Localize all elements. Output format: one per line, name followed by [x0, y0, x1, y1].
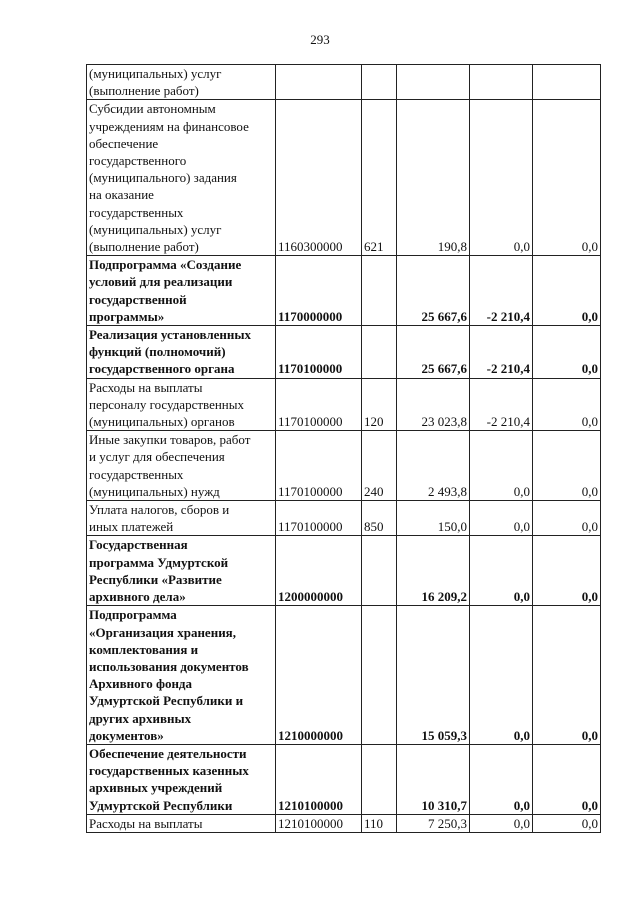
- row-name-cell: (муниципальных) услуг (выполнение работ): [87, 65, 276, 100]
- row-type-cell: [362, 65, 397, 100]
- table-row: [87, 65, 601, 100]
- row-amount-cell: 15 059,3: [397, 606, 470, 745]
- table-row: [87, 814, 601, 832]
- row-type-cell: [362, 326, 397, 379]
- row-type-cell: 110: [362, 814, 397, 832]
- row-amount-cell: 16 209,2: [397, 536, 470, 606]
- row-total-cell: 0,0: [533, 100, 601, 256]
- row-change-cell: [470, 65, 533, 100]
- row-type-cell: [362, 256, 397, 326]
- row-amount-cell: [397, 65, 470, 100]
- row-code-cell: 1170100000: [276, 431, 362, 501]
- row-total-cell: 0,0: [533, 326, 601, 379]
- row-type-cell: 850: [362, 501, 397, 536]
- row-total-cell: 0,0: [533, 606, 601, 745]
- row-amount-cell: 2 493,8: [397, 431, 470, 501]
- row-amount-cell: 23 023,8: [397, 378, 470, 431]
- budget-table: [86, 64, 601, 833]
- row-change-cell: -2 210,4: [470, 326, 533, 379]
- table-row: [87, 606, 601, 745]
- row-total-cell: 0,0: [533, 814, 601, 832]
- row-change-cell: -2 210,4: [470, 256, 533, 326]
- row-change-cell: 0,0: [470, 431, 533, 501]
- row-code-cell: 1200000000: [276, 536, 362, 606]
- row-code-cell: 1160300000: [276, 100, 362, 256]
- row-type-cell: 621: [362, 100, 397, 256]
- row-change-cell: 0,0: [470, 744, 533, 814]
- row-total-cell: [533, 65, 601, 100]
- table-row: [87, 326, 601, 379]
- row-total-cell: 0,0: [533, 501, 601, 536]
- row-amount-cell: 25 667,6: [397, 256, 470, 326]
- row-amount-cell: 7 250,3: [397, 814, 470, 832]
- row-type-cell: [362, 606, 397, 745]
- table-row: [87, 256, 601, 326]
- table-row: [87, 431, 601, 501]
- page-number: 293: [310, 32, 330, 47]
- row-change-cell: 0,0: [470, 814, 533, 832]
- row-amount-cell: 150,0: [397, 501, 470, 536]
- table-row: [87, 744, 601, 814]
- row-type-cell: [362, 744, 397, 814]
- row-type-cell: [362, 536, 397, 606]
- row-amount-cell: 10 310,7: [397, 744, 470, 814]
- row-type-cell: 120: [362, 378, 397, 431]
- table-row: [87, 378, 601, 431]
- row-code-cell: 1170000000: [276, 256, 362, 326]
- row-code-cell: 1170100000: [276, 326, 362, 379]
- row-total-cell: 0,0: [533, 536, 601, 606]
- row-name-cell: Уплата налогов, сборов и иных платежей: [87, 501, 276, 536]
- row-name-cell: Подпрограмма «Организация хранения, комплектования и использования документов Архивного фонда Удмуртской Республики и других архивных документов»: [87, 606, 276, 745]
- table-row: [87, 501, 601, 536]
- row-total-cell: 0,0: [533, 378, 601, 431]
- row-amount-cell: 190,8: [397, 100, 470, 256]
- row-change-cell: 0,0: [470, 501, 533, 536]
- row-name-cell: Расходы на выплаты: [87, 814, 276, 832]
- row-name-cell: Обеспечение деятельности государственных казенных архивных учреждений Удмуртской Республики: [87, 744, 276, 814]
- row-code-cell: 1170100000: [276, 378, 362, 431]
- table-row: [87, 536, 601, 606]
- row-type-cell: 240: [362, 431, 397, 501]
- row-name-cell: Реализация установленных функций (полномочий) государственного органа: [87, 326, 276, 379]
- row-name-cell: Расходы на выплаты персоналу государственных (муниципальных) органов: [87, 378, 276, 431]
- row-change-cell: 0,0: [470, 536, 533, 606]
- row-code-cell: 1210100000: [276, 814, 362, 832]
- row-total-cell: 0,0: [533, 744, 601, 814]
- row-code-cell: 1170100000: [276, 501, 362, 536]
- row-name-cell: Иные закупки товаров, работ и услуг для обеспечения государственных (муниципальных) нужд: [87, 431, 276, 501]
- row-code-cell: 1210100000: [276, 744, 362, 814]
- row-name-cell: Субсидии автономным учреждениям на финансовое обеспечение государственного (муниципального) задания на оказание государственных (муниципальных) услуг (выполнение работ): [87, 100, 276, 256]
- row-change-cell: 0,0: [470, 606, 533, 745]
- row-code-cell: 1210000000: [276, 606, 362, 745]
- row-name-cell: Подпрограмма «Создание условий для реализации государственной программы»: [87, 256, 276, 326]
- budget-table-body: [87, 65, 601, 833]
- row-change-cell: 0,0: [470, 100, 533, 256]
- table-row: [87, 100, 601, 256]
- row-total-cell: 0,0: [533, 431, 601, 501]
- row-total-cell: 0,0: [533, 256, 601, 326]
- row-code-cell: [276, 65, 362, 100]
- row-change-cell: -2 210,4: [470, 378, 533, 431]
- row-name-cell: Государственная программа Удмуртской Республики «Развитие архивного дела»: [87, 536, 276, 606]
- row-amount-cell: 25 667,6: [397, 326, 470, 379]
